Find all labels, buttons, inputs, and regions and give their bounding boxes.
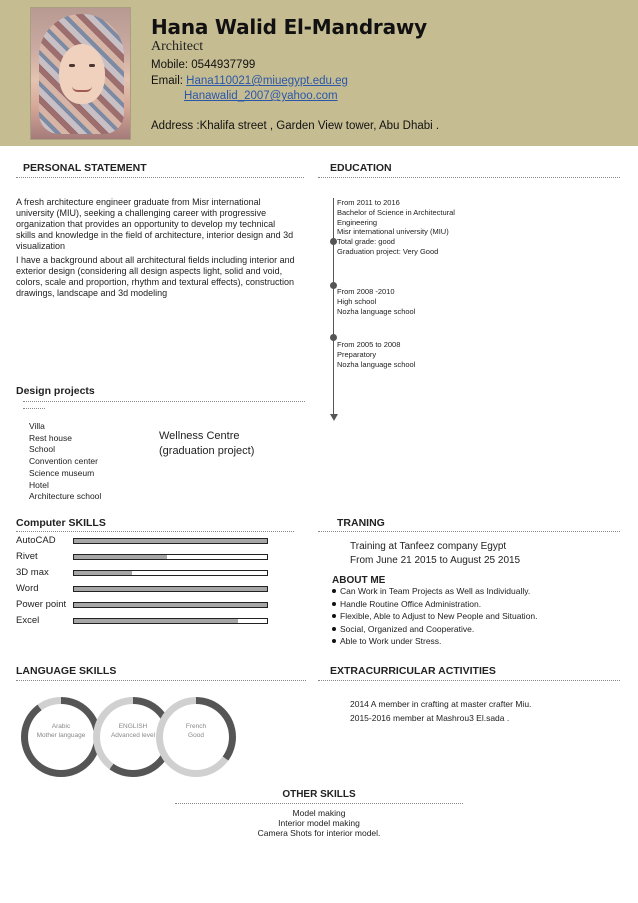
about-text: Flexible, Able to Adjust to New People and Situation. [340, 611, 538, 621]
graduation-project: Wellness Centre (graduation project) [159, 430, 255, 457]
statement-line: organization that provides an opportunity to develop my technical [16, 219, 276, 229]
skill-bar-fill [74, 587, 267, 591]
education-degree: Engineering [337, 217, 378, 227]
project-item: Convention center [29, 456, 98, 467]
statement-line: A fresh architecture engineer graduate from Misr international [16, 197, 261, 207]
divider [16, 177, 304, 178]
other-skill: Interior model making [278, 818, 360, 828]
bullet-icon [332, 614, 336, 618]
about-text: Handle Routine Office Administration. [340, 598, 482, 609]
statement-line: I have a background about all architectural fields including interior and [16, 255, 295, 265]
skill-name: Excel [16, 615, 40, 626]
language-level: Advanced level [110, 732, 156, 739]
divider [23, 408, 45, 409]
education-detail: Total grade: good [337, 237, 395, 246]
profile-photo [30, 7, 131, 140]
skill-bar-fill [74, 603, 267, 607]
about-text: Can Work in Team Projects as Well as Individually. [340, 586, 531, 596]
education-school: Nozha language school [337, 359, 416, 369]
about-item [340, 636, 441, 646]
extracurricular-heading: EXTRACURRICULAR ACTIVITIES [330, 665, 496, 677]
education-degree: High school [337, 297, 377, 306]
project-item: Architecture school [29, 491, 102, 502]
statement-line: colors, scale and proportion, rhythm and textural effects), construction [16, 277, 294, 287]
bullet-icon [332, 602, 336, 606]
about-text: Social, Organized and Cooperative. [340, 623, 475, 634]
education-detail: Graduation project: Very Good [337, 247, 439, 256]
skill-name: Rivet [16, 551, 38, 562]
divider [16, 531, 294, 532]
job-title: Architect [151, 39, 204, 54]
design-projects-heading: Design projects [16, 385, 95, 397]
skill-bar [73, 554, 268, 560]
timeline-node [330, 334, 337, 341]
other-skill: Camera Shots for interior model. [257, 828, 381, 838]
header-banner [0, 0, 638, 146]
bullet-icon [332, 627, 336, 631]
email-line: Email: Hana110021@miuegypt.edu.eg [151, 75, 348, 87]
mobile-number: 0544937799 [191, 59, 256, 71]
education-period: From 2005 to 2008 [337, 340, 401, 349]
personal-statement-heading: PERSONAL STATEMENT [23, 162, 147, 174]
skill-bar-fill [74, 571, 132, 575]
skill-bar [73, 618, 268, 624]
education-period: From 2011 to 2016 [337, 198, 400, 207]
statement-line: visualization [16, 241, 66, 251]
education-degree: Bachelor of Science in Architectural [337, 208, 455, 217]
skill-name: AutoCAD [16, 535, 56, 546]
email-link-2[interactable]: Hanawalid_2007@yahoo.com [184, 90, 338, 102]
timeline-arrow-icon [330, 414, 338, 421]
about-item [340, 611, 538, 621]
skill-bar-fill [74, 539, 267, 543]
education-school: Nozha language school [337, 306, 416, 316]
timeline-node [330, 238, 337, 245]
education-heading: EDUCATION [330, 162, 392, 174]
project-item: School [29, 444, 55, 455]
about-item [340, 624, 474, 634]
about-item [340, 599, 481, 609]
education-school: Misr international university (MIU) [337, 227, 449, 236]
address: Address :Khalifa street , Garden View tower, Abu Dhabi . [151, 120, 440, 132]
divider [318, 177, 620, 178]
skill-bar [73, 586, 268, 592]
education-period: From 2008 -2010 [337, 287, 395, 296]
training-heading: TRANING [337, 517, 385, 529]
about-item [340, 586, 530, 596]
language-name: French [185, 723, 207, 730]
statement-line: university (MIU), seeking a challenging career with progressive [16, 208, 267, 218]
language-name: ENGLISH [118, 723, 148, 730]
training-line: From June 21 2015 to August 25 2015 [350, 555, 521, 566]
statement-line: skills and knowledge in the field of architecture, interior design and 3d [16, 230, 294, 240]
training-line: Training at Tanfeez company Egypt [350, 541, 507, 552]
other-skills-heading: OTHER SKILLS [282, 789, 356, 800]
divider [23, 401, 305, 402]
project-item: Villa [29, 421, 45, 431]
skill-name: 3D max [16, 567, 49, 578]
divider [175, 803, 463, 804]
project-item: Hotel [29, 479, 49, 490]
skill-bar-fill [74, 619, 238, 623]
language-level: Mother language [36, 732, 86, 739]
skill-bar [73, 570, 268, 576]
education-timeline [333, 198, 334, 416]
extracurricular-line: 2015-2016 member at Mashrou3 El.sada . [350, 713, 510, 723]
other-skill: Model making [292, 808, 346, 818]
mobile-line: Mobile: 0544937799 [151, 59, 256, 71]
timeline-node [330, 282, 337, 289]
project-item: Science museum [29, 467, 95, 478]
about-text: Able to Work under Stress. [340, 636, 442, 646]
bullet-icon [332, 589, 336, 593]
design-projects-list [29, 421, 101, 503]
computer-skills-heading: Computer SKILLS [16, 517, 106, 529]
education-degree: Preparatory [337, 350, 377, 359]
skill-bar-fill [74, 555, 167, 559]
candidate-name: Hana Walid El-Mandrawy [151, 15, 428, 39]
skill-name: Power point [16, 599, 67, 610]
skill-name: Word [16, 583, 39, 594]
divider [16, 680, 306, 681]
statement-line: exterior design (considering all design aspects light, solid and void, [16, 266, 283, 276]
skill-bar [73, 538, 268, 544]
about-me-heading: ABOUT ME [332, 575, 386, 586]
email-line-2 [184, 90, 338, 102]
skill-bar [73, 602, 268, 608]
language-level: Good [188, 732, 204, 739]
statement-line: drawings, landscape and 3d modeling [16, 288, 168, 298]
divider [318, 680, 620, 681]
language-skills-heading: LANGUAGE SKILLS [16, 665, 117, 677]
language-name: Arabic [51, 723, 71, 730]
email-link-1[interactable]: Hana110021@miuegypt.edu.eg [186, 75, 348, 87]
divider [318, 531, 620, 532]
bullet-icon [332, 639, 336, 643]
extracurricular-line: 2014 A member in crafting at master crafter Miu. [350, 699, 532, 709]
project-item: Rest house [29, 432, 72, 443]
